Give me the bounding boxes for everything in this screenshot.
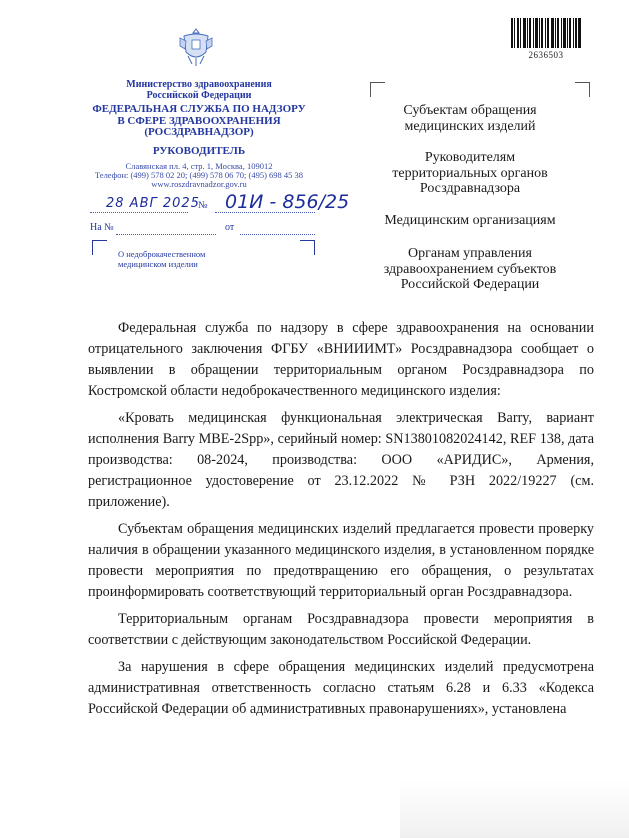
reference-na-label: На №	[90, 222, 114, 233]
body-paragraph-2: «Кровать медицинская функциональная электрическая Barry, вариант исполнения Barry MBE-2Spp», серийный номер: SN13801082024142, REF 138, дата производства: 08-2024, производства: ООО «АРИДИС», Армения, регистрационное удостоверение от 23.12.2022 № РЗН 2022/19227 (см. приложение).	[88, 410, 594, 510]
service-name: ФЕДЕРАЛЬНАЯ СЛУЖБА ПО НАДЗОРУ В СФЕРЕ ЗДРАВООХРАНЕНИЯ (РОСЗДРАВНАДЗОР)	[92, 103, 306, 138]
scan-shadow	[400, 780, 629, 838]
addressee-3: Медицинским организациям	[384, 213, 556, 228]
reference-number-line	[116, 234, 216, 235]
body-paragraph-4: Территориальным органам Росздравнадзора провести мероприятия в соответствии с действующим законодательством Российской Федерации.	[88, 611, 594, 648]
reference-date-line	[240, 234, 315, 235]
letter-subject: О недоброкачественном медицинском изделии	[118, 249, 206, 269]
addressee-4: Органам управления здравоохранением субъектов Российской Федерации	[383, 246, 557, 292]
subject-corner-right	[300, 240, 315, 255]
body-paragraph-5: За нарушения в сфере обращения медицинских изделий предусмотрена административная ответственность согласно статьям 6.28 и 6.33 «Кодекса Российской Федерации об административных правонарушениях», установлена	[88, 659, 594, 717]
number-prefix: №	[198, 200, 208, 211]
body-paragraph-3: Субъектам обращения медицинских изделий предлагается провести проверку наличия в обращении указанного медицинского изделия, в установленном порядке провести мероприятия по предотвращению его обращения, о результатах проинформировать соответствующий территориальный орган Росздравнадзора.	[88, 521, 594, 600]
reference-ot-label: от	[225, 222, 235, 233]
addressee-corner-right	[575, 82, 590, 97]
date-line	[90, 212, 188, 213]
letter-body	[88, 318, 594, 726]
signatory-role: РУКОВОДИТЕЛЬ	[152, 145, 246, 157]
subject-corner-left	[92, 240, 107, 255]
addressee-corner-left	[370, 82, 385, 97]
handwritten-date: 28 АВГ 2025	[106, 196, 200, 211]
addressee-1: Субъектам обращения медицинских изделий	[403, 103, 537, 134]
barcode-number: 2636503	[528, 50, 564, 60]
barcode	[511, 18, 581, 48]
contact-address: Славянская пл. 4, стр. 1, Москва, 109012 Телефон: (499) 578 02 20; (499) 578 06 70; (495) 698 45 38 www.roszdravnadzor.gov.ru	[94, 161, 304, 190]
handwritten-number: 01И - 856/25	[225, 191, 350, 213]
ministry-name: Министерство здравоохранения Российской Федерации	[126, 79, 272, 101]
body-paragraph-1: Федеральная служба по надзору в сфере здравоохранения на основании отрицательного заключения ФГБУ «ВНИИИМТ» Росздравнадзора сообщает о выявлении в обращении территориальным органом Росздравнадзора по Костромской области недоброкачественного медицинского изделия:	[88, 320, 594, 399]
russian-coat-of-arms-icon	[178, 26, 214, 70]
addressee-2: Руководителям территориальных органов Росздравнадзора	[392, 150, 548, 196]
